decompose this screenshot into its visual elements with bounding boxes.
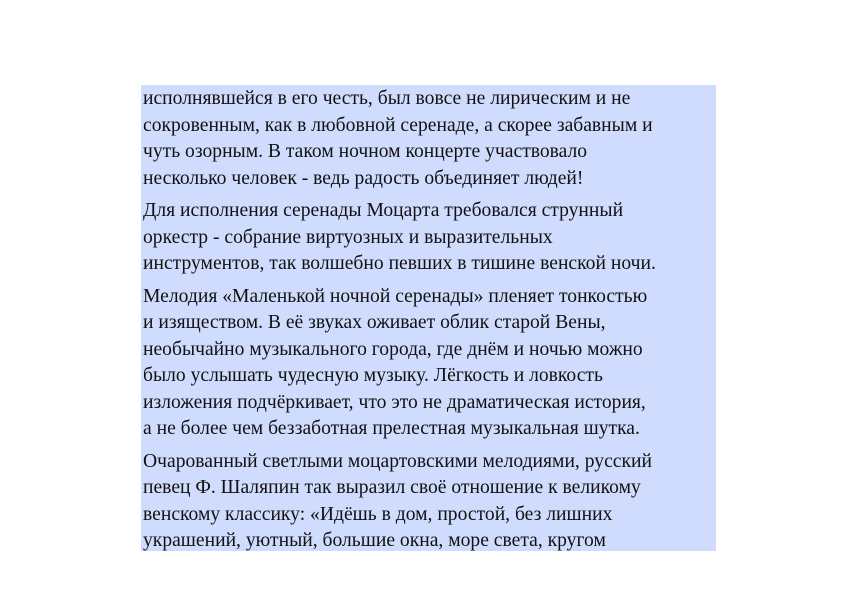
text-line: украшений, уютный, большие окна, море света, кругом xyxy=(143,530,606,551)
text-line: необычайно музыкального города, где днём и ночью можно xyxy=(143,338,643,360)
text-line: и изяществом. В её звуках оживает облик старой Вены, xyxy=(143,312,606,333)
text-line: Для исполнения серенады Моцарта требовался струнный xyxy=(143,200,624,221)
text-line: а не более чем беззаботная прелестная музыкальная шутка. xyxy=(143,418,640,439)
text-line: инструментов, так волшебно певших в тишине венской ночи. xyxy=(143,253,656,274)
text-line: было услышать чудесную музыку. Лёгкость и ловкость xyxy=(143,365,603,386)
paragraph-2 xyxy=(143,198,714,278)
text-line: оркестр - собрание виртуозных и выразительных xyxy=(143,226,553,248)
paragraph-3 xyxy=(143,284,714,443)
text-line: певец Ф. Шаляпин так выразил своё отношение к великому xyxy=(143,477,641,498)
text-line: чуть озорным. В таком ночном концерте участвовало xyxy=(143,141,588,162)
text-line: венскому классику: «Идёшь в дом, простой, без лишних xyxy=(143,503,613,525)
text-line: сокровенным, как в любовной серенаде, а скорее забавным и xyxy=(143,114,653,136)
paragraph-1 xyxy=(143,86,714,192)
text-line: Мелодия «Маленькой ночной серенады» пленяет тонкостью xyxy=(143,285,648,307)
text-line: Очарованный светлыми моцартовскими мелодиями, русский xyxy=(143,450,652,472)
paragraph-4 xyxy=(143,449,714,552)
text-line: исполнявшейся в его честь, был вовсе не лирическим и не xyxy=(143,88,631,109)
highlighted-text-block xyxy=(141,85,716,551)
text-line: несколько человек - ведь радость объединяет людей! xyxy=(143,167,584,189)
text-line: изложения подчёркивает, что это не драматическая история, xyxy=(143,391,646,413)
